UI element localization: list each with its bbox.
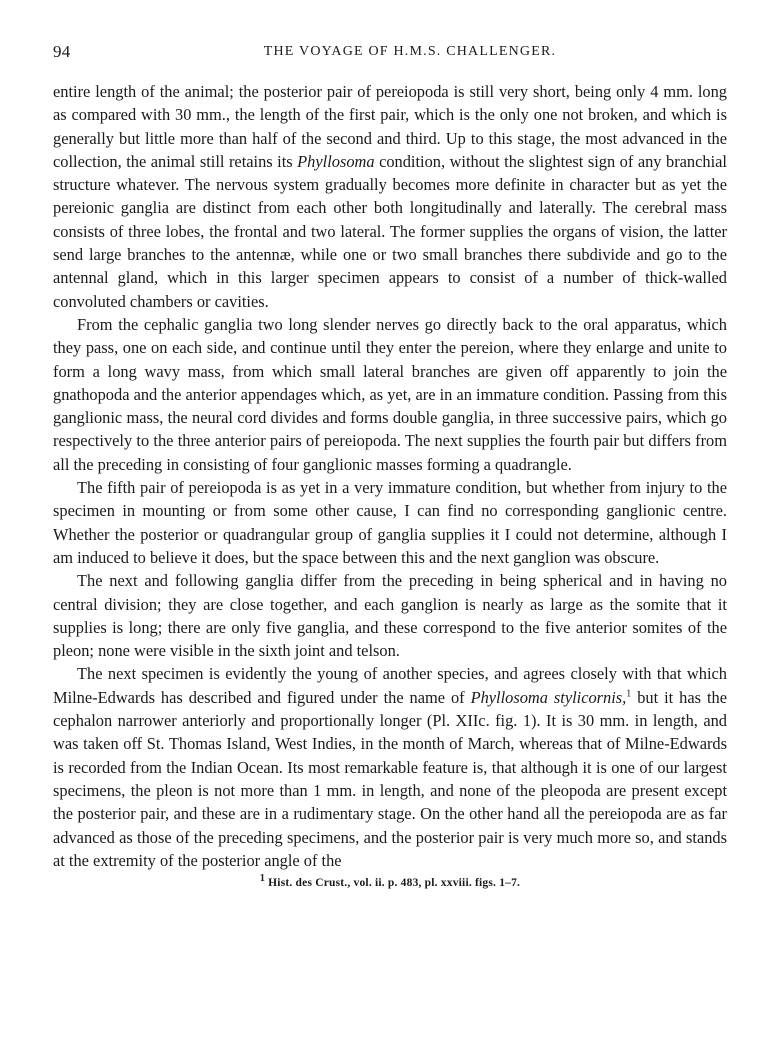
running-title: THE VOYAGE OF H.M.S. CHALLENGER. bbox=[263, 44, 557, 59]
paragraph-4: The next and following ganglia differ from the preceding in being spherical and in having no central division; they are close together, and each ganglion is nearly as large as the somite that it supplies is long; there are only five ganglia, and these correspond to the five anterior somites of the pleon; none were visible in the sixth joint and telson. bbox=[53, 571, 727, 661]
body-text bbox=[53, 80, 727, 872]
footnote-text: Hist. des Crust., vol. ii. p. 483, pl. xxviii. figs. 1–7. bbox=[265, 877, 521, 890]
footnote bbox=[53, 873, 727, 890]
paragraph-5-italic-species: Phyllosoma stylicornis, bbox=[470, 687, 627, 707]
paragraph-3: The fifth pair of pereiopoda is as yet in a very immature condition, but whether from injury to the specimen in mounting or from some other cause, I can find no corresponding ganglionic centre. Whether the posterior or quadrangular group of ganglia supplies it I could not determine, although I am induced to believe it does, but the space between this and the next ganglion was obscure. bbox=[53, 478, 727, 567]
paragraph-2: From the cephalic ganglia two long slender nerves go directly back to the oral apparatus, which they pass, one on each side, and continue until they enter the pereion, where they enlarge and unite to form a long wavy mass, from which small lateral branches are given off apparently to join the gnathopoda and the anterior appendages which, as yet, are in an immature condition. Passing from this ganglionic mass, the neural cord divides and forms double ganglia, in three successive pairs, which go respectively to the three anterior pairs of pereiopoda. The next supplies the fourth pair but differs from all the preceding in consisting of four ganglionic masses forming a quadrangle. bbox=[53, 314, 727, 474]
running-head bbox=[53, 42, 727, 68]
paragraph-1-text: entire length of the animal; the posterior pair of pereiopoda is still very short, being only 4 mm. long as compared with 30 mm., the length of the first pair, which is the only one not broken, and which is generally but little more than half of the second and third. Up to this stage, the most advanced in the collection, the animal still retains its bbox=[53, 82, 727, 171]
footnote-marker: 1 bbox=[259, 873, 266, 885]
paragraph-5 bbox=[53, 662, 727, 872]
paragraph-5-text-b: but it has the cephalon narrower anteriorly and proportionally longer (Pl. XIIc. fig. 1). It is 30 mm. in length, and was taken off St. Thomas Island, West Indies, in the month of March, whereas that of Milne-Edwards is recorded from the Indian Ocean. Its most remarkable feature is, that although it is one of our largest specimens, the pleon is not more than 1 mm. in length, and none of the pleopoda are present except the posterior pair, and these are in a rudimentary stage. On the other hand all the pereiopoda are as far advanced as those of the preceding specimens, and the posterior pair is very much more so, and stands at the extremity of the posterior angle of the bbox=[53, 687, 727, 870]
page bbox=[53, 42, 727, 889]
paragraph-1-italic-term: Phyllosoma bbox=[297, 151, 375, 171]
footnote-reference: 1 bbox=[626, 688, 632, 700]
page-number: 94 bbox=[53, 42, 71, 61]
paragraph-5-text-a: The next specimen is evidently the young of another species, and agrees closely with that which Milne-Edwards has described and figured under the name of bbox=[53, 664, 727, 707]
paragraph-1 bbox=[53, 80, 727, 313]
paragraph-1-rest: condition, without the slightest sign of any branchial structure whatever. The nervous system gradually becomes more definite in character but as yet the pereionic ganglia are distinct from each other both longitudinally and laterally. The cerebral mass consists of three lobes, the frontal and two lateral. The former supplies the organs of vision, the latter send large branches to the antennæ, while one or two small branches there subdivide and go to the antennal gland, which in this larger specimen appears to consist of a number of thick-walled convoluted chambers or cavities. bbox=[53, 151, 727, 311]
